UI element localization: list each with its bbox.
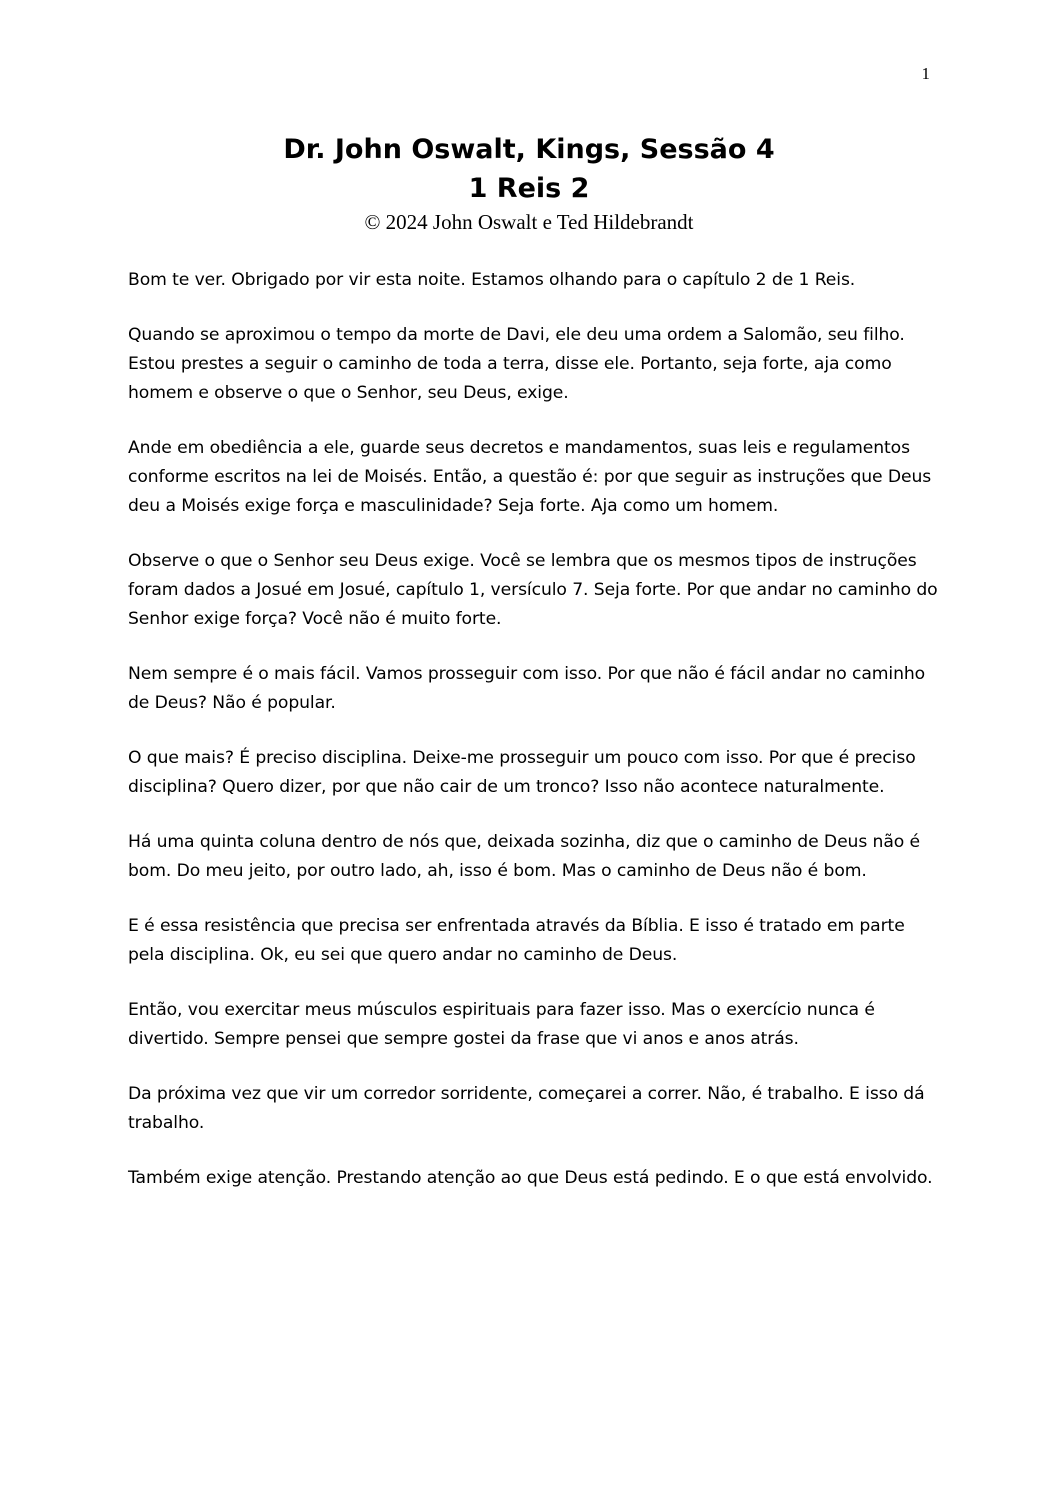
paragraph: O que mais? É preciso disciplina. Deixe-me prosseguir um pouco com isso. Por que é preciso disciplina? Quero dizer, por que não cair de um tronco? Isso não acontece naturalmente. — [128, 748, 916, 797]
paragraph: Nem sempre é o mais fácil. Vamos prosseguir com isso. Por que não é fácil andar no caminho de Deus? Não é popular. — [128, 664, 926, 713]
paragraph: Da próxima vez que vir um corredor sorridente, começarei a correr. Não, é trabalho. E isso dá trabalho. — [128, 1084, 925, 1133]
document-body — [128, 266, 938, 1219]
document-subtitle: 1 Reis 2 — [468, 173, 590, 204]
paragraph: Há uma quinta coluna dentro de nós que, deixada sozinha, diz que o caminho de Deus não é bom. Do meu jeito, por outro lado, ah, isso é bom. Mas o caminho de Deus não é bom. — [128, 832, 921, 881]
copyright-line: © 2024 John Oswalt e Ted Hildebrandt — [364, 210, 694, 234]
paragraph: Quando se aproximou o tempo da morte de Davi, ele deu uma ordem a Salomão, seu filho. Estou prestes a seguir o caminho de toda a terra, disse ele. Portanto, seja forte, aja como homem e observe o que o Senhor, seu Deus, exige. — [128, 325, 905, 403]
document-header — [0, 130, 1058, 236]
paragraph: E é essa resistência que precisa ser enfrentada através da Bíblia. E isso é tratado em parte pela disciplina. Ok, eu sei que quero andar no caminho de Deus. — [128, 916, 905, 965]
paragraph: Bom te ver. Obrigado por vir esta noite. Estamos olhando para o capítulo 2 de 1 Reis. — [128, 270, 856, 290]
page-number: 1 — [921, 64, 930, 83]
paragraph: Ande em obediência a ele, guarde seus decretos e mandamentos, suas leis e regulamentos conforme escritos na lei de Moisés. Então, a questão é: por que seguir as instruções que Deus deu a Moisés exige força e masculinidade? Seja forte. Aja como um homem. — [128, 438, 932, 516]
paragraph: Observe o que o Senhor seu Deus exige. Você se lembra que os mesmos tipos de instruções foram dados a Josué em Josué, capítulo 1, versículo 7. Seja forte. Por que andar no caminho do Senhor exige força? Você não é muito forte. — [128, 551, 938, 629]
paragraph: Também exige atenção. Prestando atenção ao que Deus está pedindo. E o que está envolvido. — [128, 1168, 933, 1188]
paragraph: Então, vou exercitar meus músculos espirituais para fazer isso. Mas o exercício nunca é divertido. Sempre pensei que sempre gostei da frase que vi anos e anos atrás. — [128, 1000, 875, 1049]
document-title: Dr. John Oswalt, Kings, Sessão 4 — [283, 134, 775, 165]
